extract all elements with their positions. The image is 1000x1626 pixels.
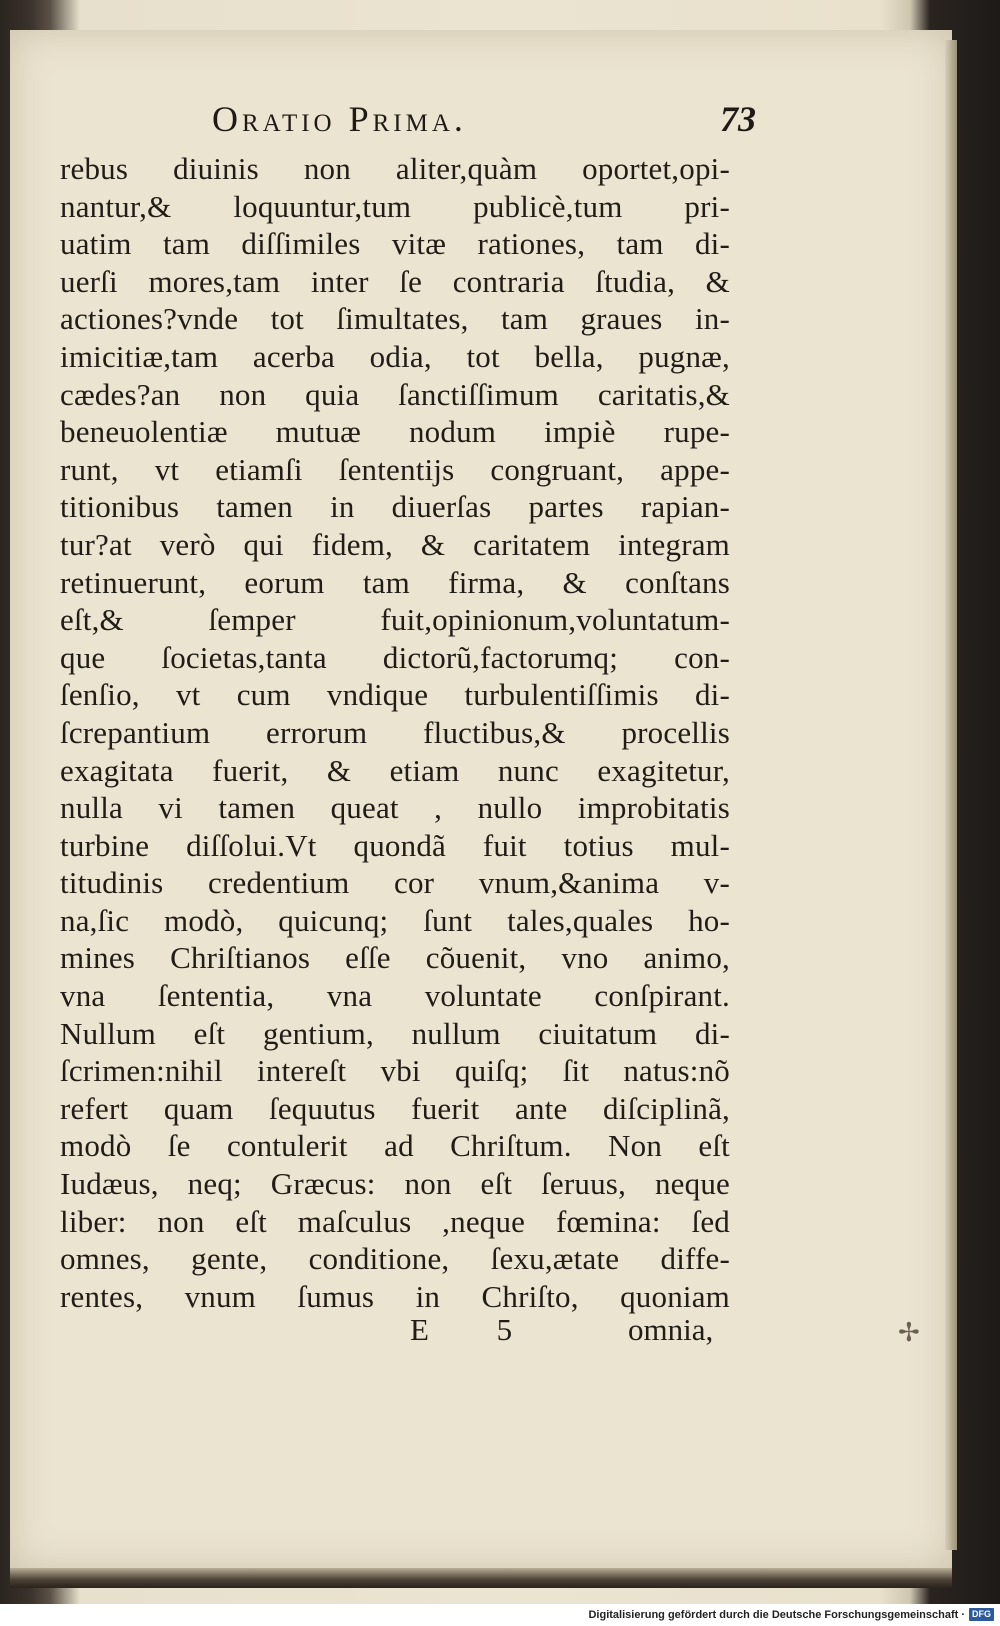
text-line: actiones?vnde tot ſimultates, tam graues in- xyxy=(60,301,730,337)
text-line: runt, vt etiamſi ſententijs congruant, appe- xyxy=(60,451,730,487)
text-line: ſcrepantium errorum fluctibus,& procellis xyxy=(60,714,730,750)
text-line: omnes, gente, conditione, ſexu,ætate diffe- xyxy=(60,1241,730,1277)
text-line: na,ſic modò, quicunq; ſunt tales,quales ho- xyxy=(60,902,730,938)
text-line: mines Chriſtianos eſſe cõuenit, vno animo, xyxy=(60,940,730,976)
text-line: rentes, vnum ſumus in Chriſto, quoniam xyxy=(60,1278,730,1314)
credit-text: Digitalisierung gefördert durch die Deutsche Forschungsgemeinschaft · xyxy=(588,1608,965,1621)
text-line: Iudæus, neq; Græcus: non eſt ſeruus, neque xyxy=(60,1166,730,1202)
text-line: titudinis credentium cor vnum,&anima v- xyxy=(60,865,730,901)
text-line: ſcrimen:nihil intereſt vbi quiſq; ſit natus:nõ xyxy=(60,1053,730,1089)
text-line: rebus diuinis non aliter,quàm oportet,opi- xyxy=(60,151,730,186)
margin-mark-icon: ✢ xyxy=(898,1318,920,1347)
dfg-logo-icon: DFG xyxy=(969,1608,994,1621)
text-line: exagitata fuerit, & etiam nunc exagitetur, xyxy=(60,752,730,788)
signature-mark: E 5 xyxy=(410,1312,543,1347)
text-line: imicitiæ,tam acerba odia, tot bella, pugnæ, xyxy=(60,338,730,374)
text-line: turbine diſſolui.Vt quondã fuit totius mul- xyxy=(60,827,730,863)
text-line: liber: non eſt maſculus ,neque fœmina: ſed xyxy=(60,1203,730,1239)
text-line: ſenſio, vt cum vndique turbulentiſſimis di- xyxy=(60,677,730,713)
text-line: nulla vi tamen queat , nullo improbitatis xyxy=(60,790,730,826)
text-line: refert quam ſequutus fuerit ante diſciplinã, xyxy=(60,1090,730,1126)
body-text xyxy=(60,150,730,1315)
text-line: nantur,& loquuntur,tum publicè,tum pri- xyxy=(60,188,730,224)
digitization-credit xyxy=(588,1608,994,1621)
text-line: uatim tam diſſimiles vitæ rationes, tam di- xyxy=(60,226,730,262)
page-edge xyxy=(945,40,957,1550)
text-line: modò ſe contulerit ad Chriſtum. Non eſt xyxy=(60,1128,730,1164)
running-head: Oratio Prima. xyxy=(212,99,467,139)
text-line: cædes?an non quia ſanctiſſimum caritatis,& xyxy=(60,376,730,412)
text-line: Nullum eſt gentium, nullum ciuitatum di- xyxy=(60,1015,730,1051)
book-bottom-edge xyxy=(10,1568,952,1588)
text-line: uerſi mores,tam inter ſe contraria ſtudia, & xyxy=(60,263,730,299)
text-line: beneuolentiæ mutuæ nodum impiè rupe- xyxy=(60,414,730,450)
page-number: 73 xyxy=(720,99,756,139)
text-line: retinuerunt, eorum tam firma, & conſtans xyxy=(60,564,730,600)
text-line: eſt,& ſemper fuit,opinionum,voluntatum- xyxy=(60,602,730,638)
text-line: vna ſententia, vna voluntate conſpirant. xyxy=(60,978,730,1014)
text-line: que ſocietas,tanta dictorũ,factorumq; con- xyxy=(60,639,730,675)
catchword: omnia, xyxy=(628,1312,714,1347)
text-line: tur?at verò qui fidem, & caritatem integram xyxy=(60,526,730,562)
text-line: titionibus tamen in diuerſas partes rapian- xyxy=(60,489,730,525)
